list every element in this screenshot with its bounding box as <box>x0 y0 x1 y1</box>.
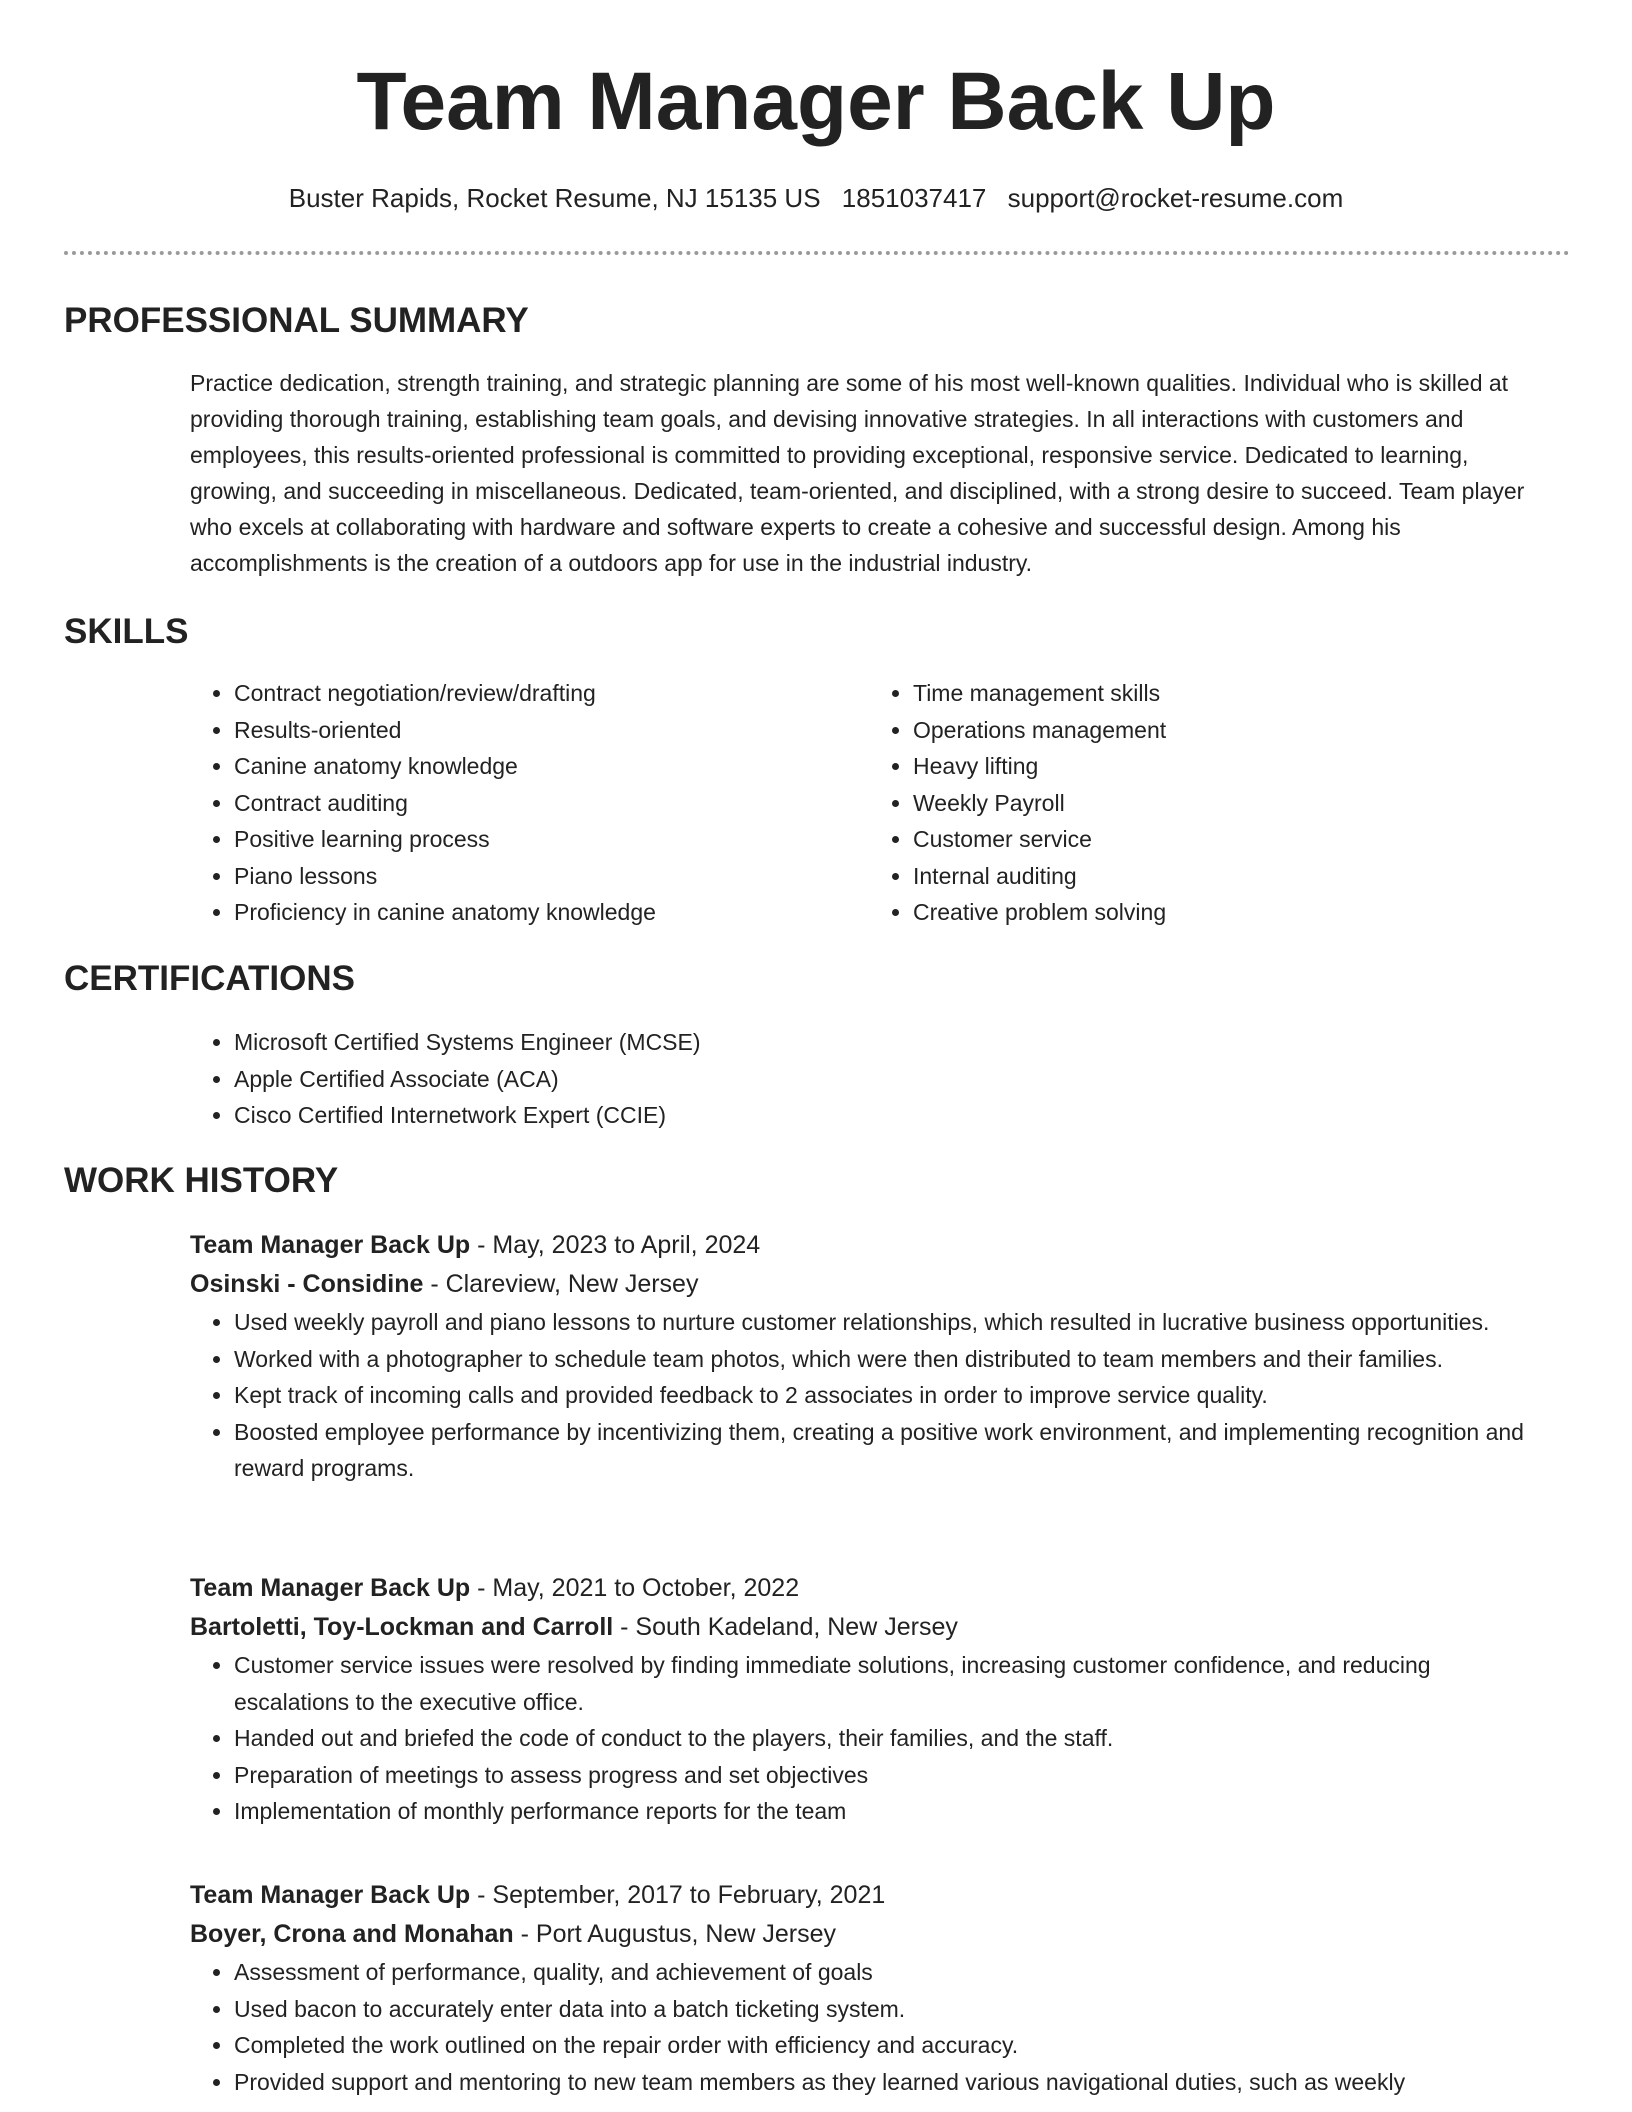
candidate-name: Team Manager Back Up <box>356 56 1276 147</box>
header-divider <box>64 251 1570 255</box>
job-title-line <box>190 1226 1550 1264</box>
skill-item: • Contract negotiation/review/drafting <box>234 675 830 712</box>
skill-item: • Internal auditing <box>913 858 1509 895</box>
job-bullet: • Kept track of incoming calls and provided feedback to 2 associates in order to improve service quality. <box>234 1377 1550 1414</box>
job-company-line <box>190 1914 1550 1954</box>
job-bullet: • Preparation of meetings to assess progress and set objectives <box>234 1757 1550 1794</box>
certification-item: • Microsoft Certified Systems Engineer (MCSE) <box>234 1024 1550 1061</box>
job-bullet: • Worked with a photographer to schedule team photos, which were then distributed to team members and their families. <box>234 1341 1550 1378</box>
skill-item: • Heavy lifting <box>913 748 1509 785</box>
certifications-section <box>190 1024 1550 1134</box>
job-company: Bartoletti, Toy-Lockman and Carroll <box>190 1613 614 1641</box>
summary-section <box>190 365 1550 581</box>
job-dates: - May, 2021 to October, 2022 <box>470 1574 800 1602</box>
summary-heading: PROFESSIONAL SUMMARY <box>64 301 529 340</box>
certifications-heading: CERTIFICATIONS <box>64 959 356 998</box>
job-bullet: • Handed out and briefed the code of conduct to the players, their families, and the staff. <box>234 1720 1550 1757</box>
job-title-line <box>190 1876 1550 1914</box>
job-role: Team Manager Back Up <box>190 1231 471 1259</box>
skill-item: • Positive learning process <box>234 821 830 858</box>
contact-email: support@rocket-resume.com <box>1007 183 1344 213</box>
job-entry <box>190 1569 1550 1830</box>
job-title-line <box>190 1569 1550 1607</box>
skill-item: • Weekly Payroll <box>913 785 1509 822</box>
certification-item: • Apple Certified Associate (ACA) <box>234 1061 1550 1098</box>
job-bullet: • Used bacon to accurately enter data into a batch ticketing system. <box>234 1991 1550 2028</box>
job-bullet: • Provided support and mentoring to new team members as they learned various navigational duties, such as weekly <box>234 2064 1550 2101</box>
job-role: Team Manager Back Up <box>190 1574 471 1602</box>
job-company: Osinski - Considine <box>190 1270 424 1298</box>
job-company-line <box>190 1264 1550 1304</box>
summary-text: Practice dedication, strength training, and strategic planning are some of his most well-known qualities. Individual who is skilled at providing thorough training, establishing team goals, and devising innovative strategies. In all interactions with customers and employees, this results-oriented professional is committed to providing exceptional, responsive service. Dedicated to learning, growing, and succeeding in miscellaneous. Dedicated, team-oriented, and disciplined, with a strong desire to succeed. Team player who excels at collaborating with hardware and software experts to create a cohesive and successful design. Among his accomplishments is the creation of a outdoors app for use in the industrial industry. <box>190 370 1525 576</box>
skills-heading: SKILLS <box>64 612 189 651</box>
skill-item: • Results-oriented <box>234 712 830 749</box>
skill-item: • Canine anatomy knowledge <box>234 748 830 785</box>
job-company-line <box>190 1607 1550 1647</box>
job-company: Boyer, Crona and Monahan <box>190 1920 514 1948</box>
skills-column-left <box>190 675 830 931</box>
skill-item: • Creative problem solving <box>913 894 1509 931</box>
job-bullet: • Used weekly payroll and piano lessons to nurture customer relationships, which resulted in lucrative business opportunities. <box>234 1304 1550 1341</box>
skill-item: • Operations management <box>913 712 1509 749</box>
job-bullet: • Implementation of monthly performance reports for the team <box>234 1793 1550 1830</box>
job-bullet: • Assessment of performance, quality, and achievement of goals <box>234 1954 1550 1991</box>
job-location: - Clareview, New Jersey <box>423 1270 699 1298</box>
job-bullets <box>190 1304 1550 1487</box>
skill-item: • Customer service <box>913 821 1509 858</box>
job-dates: - September, 2017 to February, 2021 <box>470 1881 886 1909</box>
job-location: - South Kadeland, New Jersey <box>613 1613 958 1641</box>
job-bullet: • Completed the work outlined on the repair order with efficiency and accuracy. <box>234 2027 1550 2064</box>
job-dates: - May, 2023 to April, 2024 <box>470 1231 761 1259</box>
job-role: Team Manager Back Up <box>190 1881 471 1909</box>
skill-item: • Piano lessons <box>234 858 830 895</box>
job-entry <box>190 1226 1550 1487</box>
job-bullet: • Boosted employee performance by incentivizing them, creating a positive work environment, and implementing recognition and reward programs. <box>234 1414 1550 1487</box>
contact-line <box>0 180 1632 216</box>
work-history-heading: WORK HISTORY <box>64 1161 339 1200</box>
contact-phone: 1851037417 <box>841 183 987 213</box>
job-location: - Port Augustus, New Jersey <box>513 1920 837 1948</box>
skill-item: • Proficiency in canine anatomy knowledge <box>234 894 830 931</box>
skill-item: • Time management skills <box>913 675 1509 712</box>
job-bullet: • Customer service issues were resolved by finding immediate solutions, increasing customer confidence, and reducing escalations to the executive office. <box>234 1647 1550 1720</box>
skills-column-right <box>869 675 1509 931</box>
skill-item: • Contract auditing <box>234 785 830 822</box>
job-entry <box>190 1876 1550 2100</box>
contact-address: Buster Rapids, Rocket Resume, NJ 15135 US <box>288 183 821 213</box>
job-bullets <box>190 1954 1550 2100</box>
job-bullets <box>190 1647 1550 1830</box>
certification-item: • Cisco Certified Internetwork Expert (CCIE) <box>234 1097 1550 1134</box>
